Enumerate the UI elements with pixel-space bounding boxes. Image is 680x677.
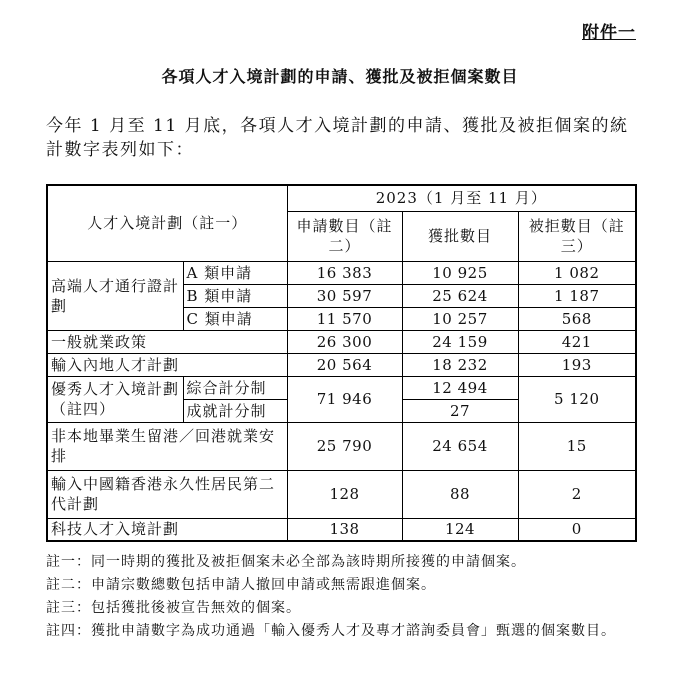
scheme-header: 人才入境計劃（註一） [47,185,287,261]
footnote-tag: 註三： [46,600,91,616]
footnote [46,574,646,597]
cell-refused: 5 120 [518,376,636,422]
statistics-table [46,184,637,542]
cell-refused: 2 [518,470,636,518]
cell-approved: 88 [402,470,518,518]
irnhg-name: 非本地畢業生留港／回港就業安排 [47,422,287,470]
cell-approved: 24 159 [402,330,518,353]
cell-refused: 421 [518,330,636,353]
annex-label: 附件一 [582,23,636,43]
footnote-text: 申請宗數總數包括申請人撤回申請或無需跟進個案。 [91,577,436,593]
asmtp-name: 輸入內地人才計劃 [47,353,287,376]
cell-approved: 12 494 [402,376,518,399]
cell-refused: 15 [518,422,636,470]
cell-refused: 193 [518,353,636,376]
footnote-text: 獲批申請數字為成功通過「輸入優秀人才及專才諮詢委員會」甄選的個案數目。 [91,623,616,639]
table-row [47,422,636,470]
cell-approved: 18 232 [402,353,518,376]
ttps-name: 高端人才通行證計劃 [47,261,183,330]
footnote-tag: 註四： [46,623,91,639]
qmas-achievement: 成就計分制 [183,399,287,422]
refused-header: 被拒數目（註三） [518,211,636,261]
ttps-category-b: B 類申請 [183,284,287,307]
period-header: 2023（1 月至 11 月） [287,185,636,211]
cell-applications: 20 564 [287,353,402,376]
cell-applications: 26 300 [287,330,402,353]
table-row [47,353,636,376]
table-row [47,470,636,518]
footnote [46,620,646,643]
geps-name: 一般就業政策 [47,330,287,353]
ttps-category-a: A 類申請 [183,261,287,284]
cell-approved: 27 [402,399,518,422]
cell-approved: 25 624 [402,284,518,307]
ttps-category-c: C 類申請 [183,307,287,330]
applications-header: 申請數目（註二） [287,211,402,261]
footnotes [46,551,646,643]
table-row [47,330,636,353]
document-title: 各項人才入境計劃的申請、獲批及被拒個案數目 [161,67,519,86]
footnote [46,551,646,574]
qmas-general: 綜合計分制 [183,376,287,399]
cell-applications: 30 597 [287,284,402,307]
cell-approved: 10 925 [402,261,518,284]
footnote-text: 同一時期的獲批及被拒個案未必全部為該時期所接獲的申請個案。 [91,554,526,570]
cell-applications: 11 570 [287,307,402,330]
cell-applications: 25 790 [287,422,402,470]
cell-applications: 16 383 [287,261,402,284]
cell-refused: 568 [518,307,636,330]
ascc-name: 輸入中國籍香港永久性居民第二代計劃 [47,470,287,518]
footnote-text: 包括獲批後被宣告無效的個案。 [91,600,301,616]
approved-header: 獲批數目 [402,211,518,261]
footnote-tag: 註二： [46,577,91,593]
cell-approved: 124 [402,518,518,541]
qmas-name: 優秀人才入境計劃（註四） [47,376,183,422]
cell-applications: 128 [287,470,402,518]
cell-applications: 138 [287,518,402,541]
cell-refused: 1 082 [518,261,636,284]
cell-refused: 0 [518,518,636,541]
techtas-name: 科技人才入境計劃 [47,518,287,541]
table-row [47,261,636,284]
intro-paragraph: 今年 1 月至 11 月底，各項人才入境計劃的申請、獲批及被拒個案的統計數字表列如下： [46,116,629,160]
table-row [47,376,636,399]
cell-applications: 71 946 [287,376,402,422]
cell-approved: 24 654 [402,422,518,470]
cell-approved: 10 257 [402,307,518,330]
footnote-tag: 註一： [46,554,91,570]
table-row [47,518,636,541]
footnote [46,597,646,620]
cell-refused: 1 187 [518,284,636,307]
